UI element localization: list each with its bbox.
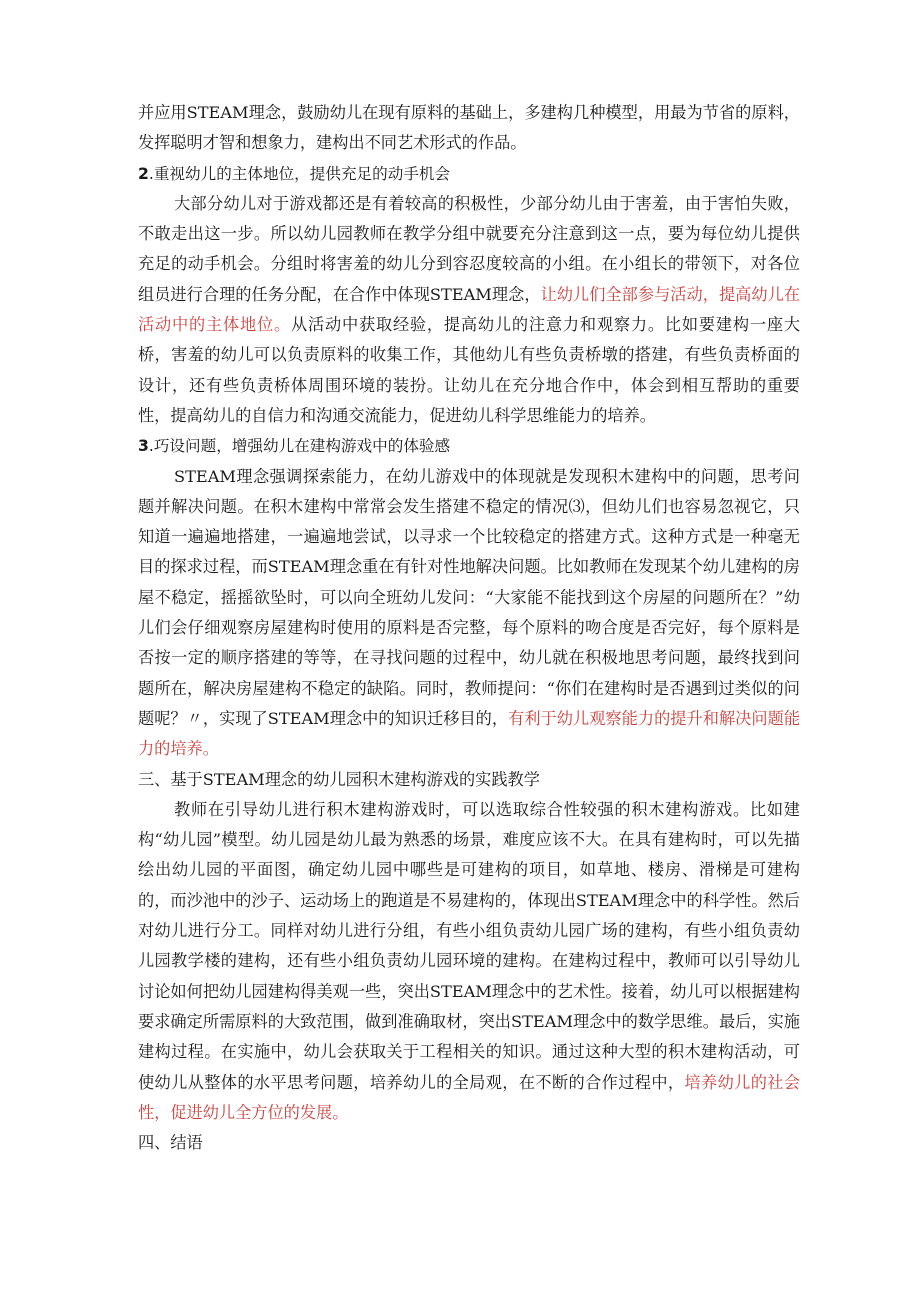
paragraph-subject-status (138, 189, 800, 431)
highlighted-text: 培养幼儿的社会性，促进幼儿全方位的发展。 (138, 1072, 801, 1122)
paragraph-text: 大部分幼儿对于游戏都还是有着较高的积极性，少部分幼儿由于害羞，由于害怕失败，不敢走出这一步。所以幼儿园教师在教学分组中就要充分注意到这一点，要为每位幼儿提供充足的动手机会。分组时将害羞的幼儿分到容忍度较高的小组。在小组长的带领下，对各位组员进行合理的任务分配，在合作中体现STEAM理念， (138, 193, 800, 304)
heading-text: .重视幼儿的主体地位，提供充足的动手机会 (148, 164, 451, 183)
heading-text: .巧设问题，增强幼儿在建构游戏中的体验感 (148, 437, 451, 456)
highlighted-text: 有利于幼儿观察能力的提升和解决问题能力的培养。 (138, 708, 801, 759)
paragraph-practice (138, 795, 800, 1128)
highlighted-text: 让幼儿们全部参与活动，提高幼儿在活动中的主体地位。 (138, 284, 801, 335)
paragraph-problem-design (138, 462, 800, 765)
document-page (138, 98, 800, 1158)
paragraph-text: STEAM理念强调探索能力，在幼儿游戏中的体现就是发现积木建构中的问题，思考问题并解决问题。在积木建构中常常会发生搭建不稳定的情况⑶，但幼儿们也容易忽视它，只知道一遍遍地搭建，一遍遍地尝试，以寻求一个比较稳定的搭建方式。这种方式是一种毫无目的探求过程，而STEAM理念重在有针对性地解决问题。比如教师在发现某个幼儿建构的房屋不稳定，摇摇欲坠时，可以向全班幼儿发问：“大家能不能找到这个房屋的问题所在？”幼儿们会仔细观察房屋建构时使用的原料是否完整，每个原料的吻合度是否完好，每个原料是否按一定的顺序搭建的等等，在寻找问题的过程中，幼儿就在积极地思考问题，最终找到问题所在，解决房屋建构不稳定的缺陷。同时，教师提问：“你们在建构时是否遇到过类似的问题呢？〃，实现了STEAM理念中的知识迁移目的， (138, 466, 800, 728)
heading-number: 3 (138, 437, 149, 456)
heading-number: 2 (138, 164, 149, 183)
section-title-conclusion (138, 1128, 800, 1158)
paragraph-text: 从活动中获取经验，提高幼儿的注意力和观察力。比如要建构一座大桥，害羞的幼儿可以负责原料的收集工作，其他幼儿有些负责桥墩的搭建，有些负责桥面的设计，还有些负责桥体周围环境的装扮。让幼儿在充分地合作中，体会到相互帮助的重要性，提高幼儿的自信力和沟通交流能力，促进幼儿科学思维能力的培养。 (138, 315, 801, 425)
section-heading-3 (138, 431, 800, 461)
paragraph-text: 教师在引导幼儿进行积木建构游戏时，可以选取综合性较强的积木建构游戏。比如建构“幼儿园”模型。幼儿园是幼儿最为熟悉的场景，难度应该不大。在具有建构时，可以先描绘出幼儿园的平面图，确定幼儿园中哪些是可建构的项目，如草地、楼房、滑梯是可建构的，而沙池中的沙子、运动场上的跑道是不易建构的，体现出STEAM理念中的科学性。然后对幼儿进行分工。同样对幼儿进行分组，有些小组负责幼儿园广场的建构，有些小组负责幼儿园教学楼的建构，还有些小组负责幼儿园环境的建构。在建构过程中，教师可以引导幼儿讨论如何把幼儿园建构得美观一些，突出STEAM理念中的艺术性。接着，幼儿可以根据建构要求确定所需原料的大致范围，做到准确取材，突出STEAM理念中的数学思维。最后，实施建构过程。在实施中，幼儿会获取关于工程相关的知识。通过这种大型的积木建构活动，可使幼儿从整体的水平思考问题，培养幼儿的全局观，在不断的合作过程中， (138, 799, 800, 1092)
section-title-practice (138, 765, 800, 795)
paragraph-text: 并应用STEAM理念，鼓励幼儿在现有原料的基础上，多建构几种模型，用最为节省的原料，发挥聪明才智和想象力，建构出不同艺术形式的作品。 (138, 103, 800, 153)
section-title-text: 三、基于STEAM理念的幼儿园积木建构游戏的实践教学 (138, 769, 540, 789)
paragraph-continuation (138, 98, 800, 159)
section-heading-2 (138, 159, 800, 189)
section-title-text: 四、结语 (138, 1133, 203, 1153)
